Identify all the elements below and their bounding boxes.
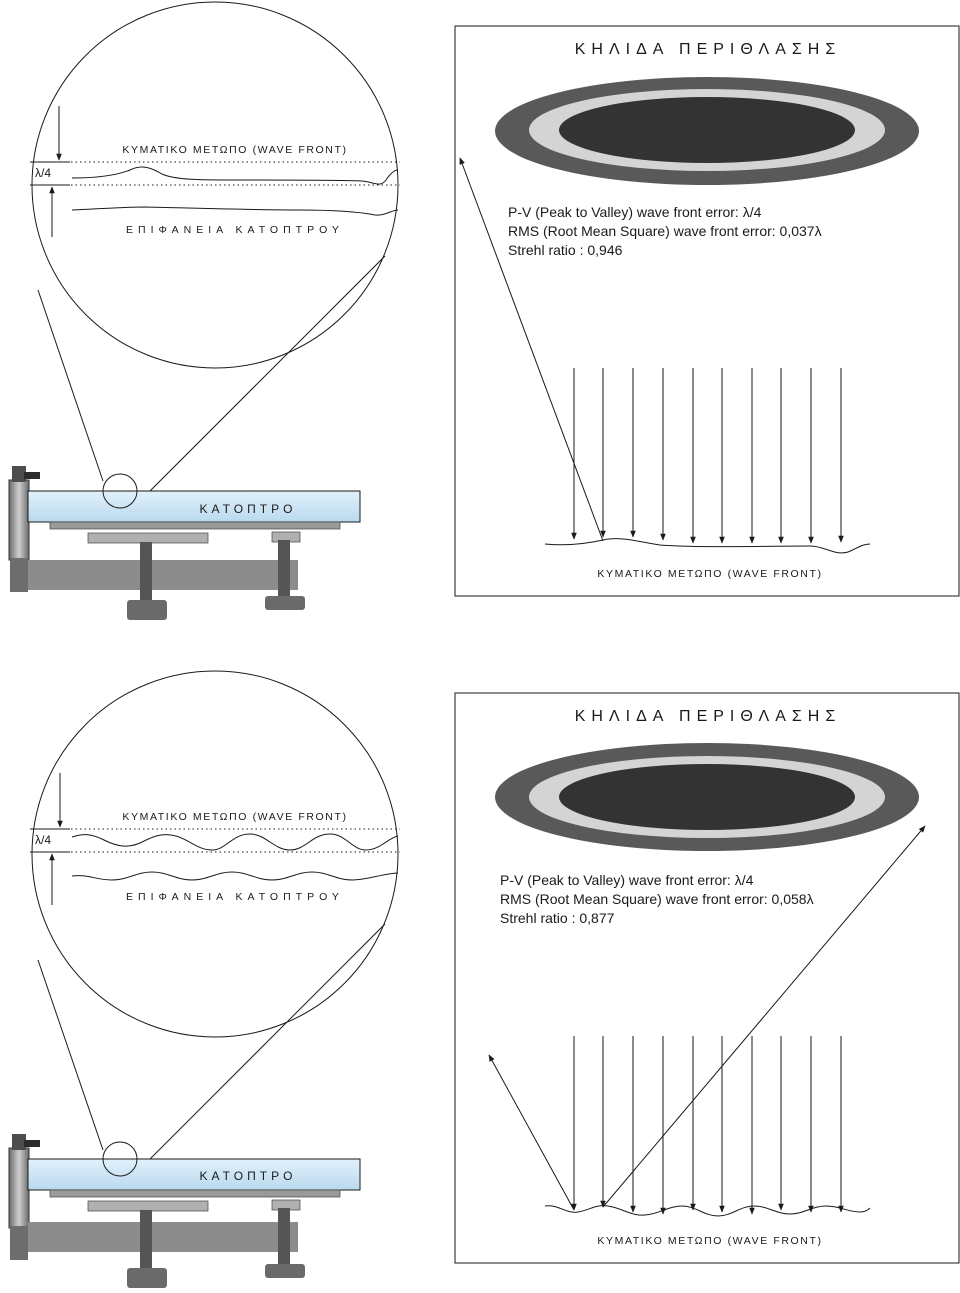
post-base: [10, 1226, 28, 1260]
post-base: [10, 558, 28, 592]
rms-error-text: RMS (Root Mean Square) wave front error: 0,058λ: [500, 891, 814, 907]
mirror-mount: [9, 1134, 360, 1288]
panel-title: ΚΗΛΙΔΑ ΠΕΡΙΘΛΑΣΗΣ: [574, 708, 842, 725]
diffraction-spot: [495, 77, 919, 185]
diffraction-spot: [495, 743, 919, 851]
wavefront-label: ΚΥΜΑΤΙΚΟ ΜΕΤΩΠΟ (WAVE FRONT): [597, 568, 823, 580]
adjust-knob: [127, 1268, 167, 1288]
strehl-ratio-text: Strehl ratio : 0,877: [500, 910, 615, 926]
section-1: [9, 2, 959, 620]
adjust-knob: [265, 596, 305, 610]
post-clamp: [24, 1140, 40, 1147]
spot-core: [559, 764, 855, 830]
panel-title: ΚΗΛΙΔΑ ΠΕΡΙΘΛΑΣΗΣ: [574, 41, 842, 58]
magnifier: [30, 671, 400, 1170]
adjust-knob: [127, 600, 167, 620]
mirror-mount: [9, 466, 360, 620]
section-2: [9, 671, 959, 1288]
adjust-screw: [140, 542, 152, 602]
support-plate: [88, 533, 208, 543]
vertical-post: [9, 1148, 29, 1228]
mirror-cell-plate: [50, 1190, 340, 1197]
magnifier-circle: [32, 671, 398, 1037]
rms-error-text: RMS (Root Mean Square) wave front error: 0,037λ: [508, 223, 822, 239]
zoom-surface-label: ΕΠΙΦΑΝΕΙΑ ΚΑΤΟΠΤΡΟΥ: [126, 224, 344, 236]
adjust-screw: [278, 1208, 290, 1266]
adjust-screw: [278, 540, 290, 598]
zoom-wavefront-label: ΚΥΜΑΤΙΚΟ ΜΕΤΩΠΟ (WAVE FRONT): [122, 144, 348, 156]
incident-rays: [574, 368, 841, 543]
adjust-knob: [265, 1264, 305, 1278]
mirror-label: ΚΑΤΟΠΤΡΟ: [199, 502, 297, 516]
wavefront-curve: [545, 1206, 870, 1216]
support-plate: [88, 1201, 208, 1211]
zoom-surface-label: ΕΠΙΦΑΝΕΙΑ ΚΑΤΟΠΤΡΟΥ: [126, 891, 344, 903]
base-bar: [28, 1222, 298, 1252]
pv-error-text: P-V (Peak to Valley) wave front error: λ/4: [500, 872, 754, 888]
diffraction-panel: [455, 693, 959, 1263]
post-knob: [12, 1134, 26, 1150]
vertical-post: [9, 480, 29, 560]
strehl-ratio-text: Strehl ratio : 0,946: [508, 242, 623, 258]
mirror-glass: [28, 1159, 360, 1190]
mirror-glass: [28, 491, 360, 522]
adjust-screw: [140, 1210, 152, 1270]
reflected-ray-arrow: [489, 1055, 574, 1210]
spot-core: [559, 97, 855, 163]
wavefront-curve: [545, 539, 870, 553]
post-clamp: [24, 472, 40, 479]
wavefront-label: ΚΥΜΑΤΙΚΟ ΜΕΤΩΠΟ (WAVE FRONT): [597, 1235, 823, 1247]
lambda-label: λ/4: [35, 166, 52, 180]
lambda-label: λ/4: [35, 833, 52, 847]
post-knob: [12, 466, 26, 482]
incident-rays: [574, 1036, 841, 1214]
zoom-wavefront-label: ΚΥΜΑΤΙΚΟ ΜΕΤΩΠΟ (WAVE FRONT): [122, 811, 348, 823]
mirror-label: ΚΑΤΟΠΤΡΟ: [199, 1169, 297, 1183]
mirror-cell-plate: [50, 522, 340, 529]
diffraction-panel: [455, 26, 959, 596]
magnifier: [30, 2, 400, 502]
base-bar: [28, 560, 298, 590]
pv-error-text: P-V (Peak to Valley) wave front error: λ/4: [508, 204, 762, 220]
